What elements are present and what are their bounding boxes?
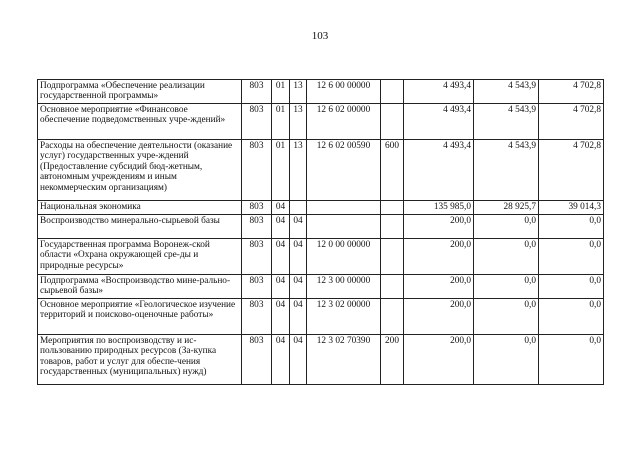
subsection-code: 13 xyxy=(290,140,307,201)
section-code: 04 xyxy=(272,335,290,385)
target-article: 12 6 02 00590 xyxy=(307,140,381,201)
section-code: 04 xyxy=(272,239,290,275)
table-row xyxy=(38,80,604,104)
expense-type xyxy=(381,80,404,104)
page-number: 103 xyxy=(311,30,329,42)
amount-year-1: 200,0 xyxy=(404,335,474,385)
table-row xyxy=(38,140,604,201)
target-article: 12 3 02 70390 xyxy=(307,335,381,385)
subsection-code: 13 xyxy=(290,104,307,140)
amount-year-3: 39 014,3 xyxy=(539,201,604,215)
expense-type xyxy=(381,215,404,239)
expense-type xyxy=(381,275,404,299)
target-article xyxy=(307,201,381,215)
section-code: 01 xyxy=(272,104,290,140)
amount-year-3: 0,0 xyxy=(539,299,604,335)
amount-year-3: 0,0 xyxy=(539,275,604,299)
amount-year-2: 28 925,7 xyxy=(474,201,539,215)
expense-type xyxy=(381,239,404,275)
budget-table xyxy=(37,79,604,385)
expense-type: 600 xyxy=(381,140,404,201)
section-code: 04 xyxy=(272,299,290,335)
budget-table-body xyxy=(38,80,604,385)
row-name: Расходы на обеспечение деятельности (оказание услуг) государственных учре-ждений (Предоставление субсидий бюд-жетным, автономным учреждениям и иным некоммерческим организациям) xyxy=(38,140,242,201)
row-name: Национальная экономика xyxy=(38,201,242,215)
ministry-code: 803 xyxy=(242,104,272,140)
expense-type xyxy=(381,104,404,140)
expense-type: 200 xyxy=(381,335,404,385)
table-row xyxy=(38,201,604,215)
ministry-code: 803 xyxy=(242,201,272,215)
ministry-code: 803 xyxy=(242,140,272,201)
amount-year-1: 200,0 xyxy=(404,239,474,275)
target-article: 12 3 00 00000 xyxy=(307,275,381,299)
target-article: 12 0 00 00000 xyxy=(307,239,381,275)
subsection-code: 13 xyxy=(290,80,307,104)
amount-year-2: 4 543,9 xyxy=(474,104,539,140)
target-article: 12 3 02 00000 xyxy=(307,299,381,335)
table-row xyxy=(38,239,604,275)
row-name: Подпрограмма «Воспроизводство мине-рально-сырьевой базы» xyxy=(38,275,242,299)
table-row xyxy=(38,275,604,299)
section-code: 04 xyxy=(272,275,290,299)
amount-year-2: 4 543,9 xyxy=(474,80,539,104)
amount-year-1: 4 493,4 xyxy=(404,140,474,201)
amount-year-2: 0,0 xyxy=(474,215,539,239)
section-code: 01 xyxy=(272,140,290,201)
amount-year-1: 135 985,0 xyxy=(404,201,474,215)
expense-type xyxy=(381,299,404,335)
row-name: Подпрограмма «Обеспечение реализации государственной программы» xyxy=(38,80,242,104)
amount-year-1: 4 493,4 xyxy=(404,104,474,140)
amount-year-2: 0,0 xyxy=(474,299,539,335)
table-row xyxy=(38,215,604,239)
amount-year-1: 200,0 xyxy=(404,299,474,335)
amount-year-1: 4 493,4 xyxy=(404,80,474,104)
amount-year-3: 4 702,8 xyxy=(539,140,604,201)
amount-year-3: 0,0 xyxy=(539,215,604,239)
section-code: 01 xyxy=(272,80,290,104)
amount-year-2: 0,0 xyxy=(474,335,539,385)
table-row xyxy=(38,104,604,140)
ministry-code: 803 xyxy=(242,275,272,299)
amount-year-3: 4 702,8 xyxy=(539,80,604,104)
subsection-code: 04 xyxy=(290,275,307,299)
amount-year-2: 0,0 xyxy=(474,239,539,275)
row-name: Мероприятия по воспроизводству и ис-пользованию природных ресурсов (За-купка товаров, работ и услуг для обеспе-чения государственных (муниципальных) нужд) xyxy=(38,335,242,385)
ministry-code: 803 xyxy=(242,335,272,385)
table-row xyxy=(38,299,604,335)
ministry-code: 803 xyxy=(242,239,272,275)
amount-year-3: 4 702,8 xyxy=(539,104,604,140)
amount-year-1: 200,0 xyxy=(404,215,474,239)
amount-year-1: 200,0 xyxy=(404,275,474,299)
amount-year-2: 4 543,9 xyxy=(474,140,539,201)
row-name: Основное мероприятие «Финансовое обеспечение подведомственных учре-ждений» xyxy=(38,104,242,140)
section-code: 04 xyxy=(272,215,290,239)
table-row xyxy=(38,335,604,385)
amount-year-3: 0,0 xyxy=(539,335,604,385)
row-name: Воспроизводство минерально-сырьевой базы xyxy=(38,215,242,239)
subsection-code: 04 xyxy=(290,299,307,335)
target-article: 12 6 00 00000 xyxy=(307,80,381,104)
row-name: Основное мероприятие «Геологическое изучение территорий и поисково-оценочные работы» xyxy=(38,299,242,335)
ministry-code: 803 xyxy=(242,299,272,335)
ministry-code: 803 xyxy=(242,80,272,104)
subsection-code: 04 xyxy=(290,215,307,239)
row-name: Государственная программа Воронеж-ской области «Охрана окружающей сре-ды и природные ресурсы» xyxy=(38,239,242,275)
section-code: 04 xyxy=(272,201,290,215)
amount-year-2: 0,0 xyxy=(474,275,539,299)
amount-year-3: 0,0 xyxy=(539,239,604,275)
ministry-code: 803 xyxy=(242,215,272,239)
target-article xyxy=(307,215,381,239)
subsection-code: 04 xyxy=(290,335,307,385)
expense-type xyxy=(381,201,404,215)
subsection-code xyxy=(290,201,307,215)
target-article: 12 6 02 00000 xyxy=(307,104,381,140)
subsection-code: 04 xyxy=(290,239,307,275)
